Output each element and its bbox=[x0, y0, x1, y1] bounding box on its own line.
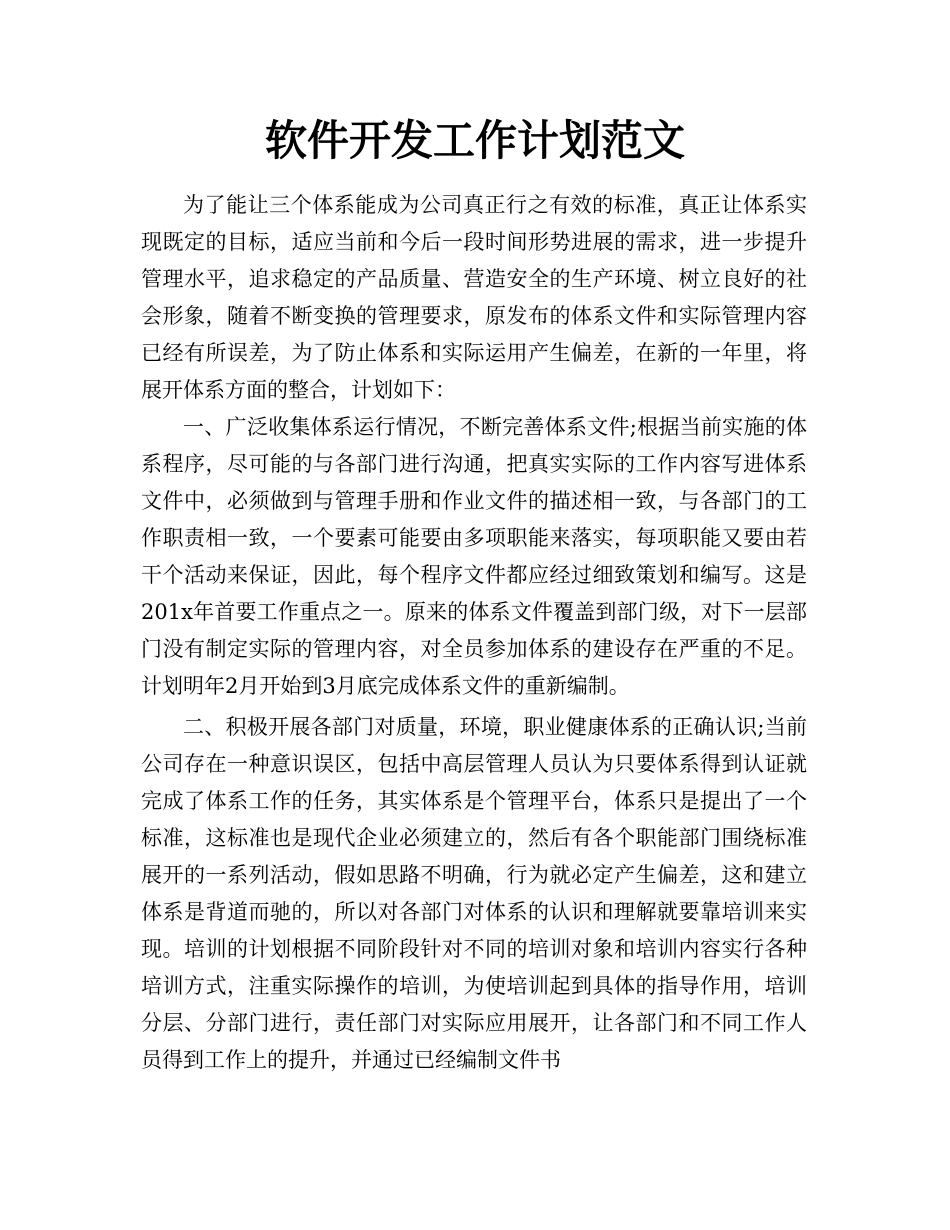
paragraph-item-one: 一、广泛收集体系运行情况，不断完善体系文件;根据当前实施的体系程序，尽可能的与各部门进行沟通，把真实实际的工作内容写进体系文件中，必须做到与管理手册和作业文件的描述相一致，与各部门的工作职责相一致，一个要素可能要由多项职能来落实，每项职能又要由若干个活动来保证，因此，每个程序文件都应经过细致策划和编写。这是201x年首要工作重点之一。原来的体系文件覆盖到部门级，对下一层部门没有制定实际的管理内容，对全员参加体系的建设存在严重的不足。计划明年2月开始到3月底完成体系文件的重新编制。 bbox=[141, 415, 807, 698]
paragraph-item-two: 二、积极开展各部门对质量，环境，职业健康体系的正确认识;当前公司存在一种意识误区，包括中高层管理人员认为只要体系得到认证就完成了体系工作的任务，其实体系是个管理平台，体系只是提出了一个标准，这标准也是现代企业必须建立的，然后有各个职能部门围绕标准展开的一系列活动，假如思路不明确，行为就必定产生偏差，这和建立体系是背道而驰的，所以对各部门对体系的认识和理解就要靠培训来实现。培训的计划根据不同阶段针对不同的培训对象和培训内容实行各种培训方式，注重实际操作的培训，为使培训起到具体的指导作用，培训分层、分部门进行，责任部门对实际应用展开，让各部门和不同工作人员得到工作上的提升，并通过已经编制文件书 bbox=[141, 715, 807, 1072]
document-body bbox=[141, 187, 807, 1079]
document-title: 软件开发工作计划范文 bbox=[264, 116, 685, 165]
paragraph-intro: 为了能让三个体系能成为公司真正行之有效的标准，真正让体系实现既定的目标，适应当前和今后一段时间形势进展的需求，进一步提升管理水平，追求稳定的产品质量、营造安全的生产环境、树立良好的社会形象，随着不断变换的管理要求，原发布的体系文件和实际管理内容已经有所误差，为了防止体系和实际运用产生偏差，在新的一年里，将展开体系方面的整合，计划如下： bbox=[141, 193, 807, 402]
